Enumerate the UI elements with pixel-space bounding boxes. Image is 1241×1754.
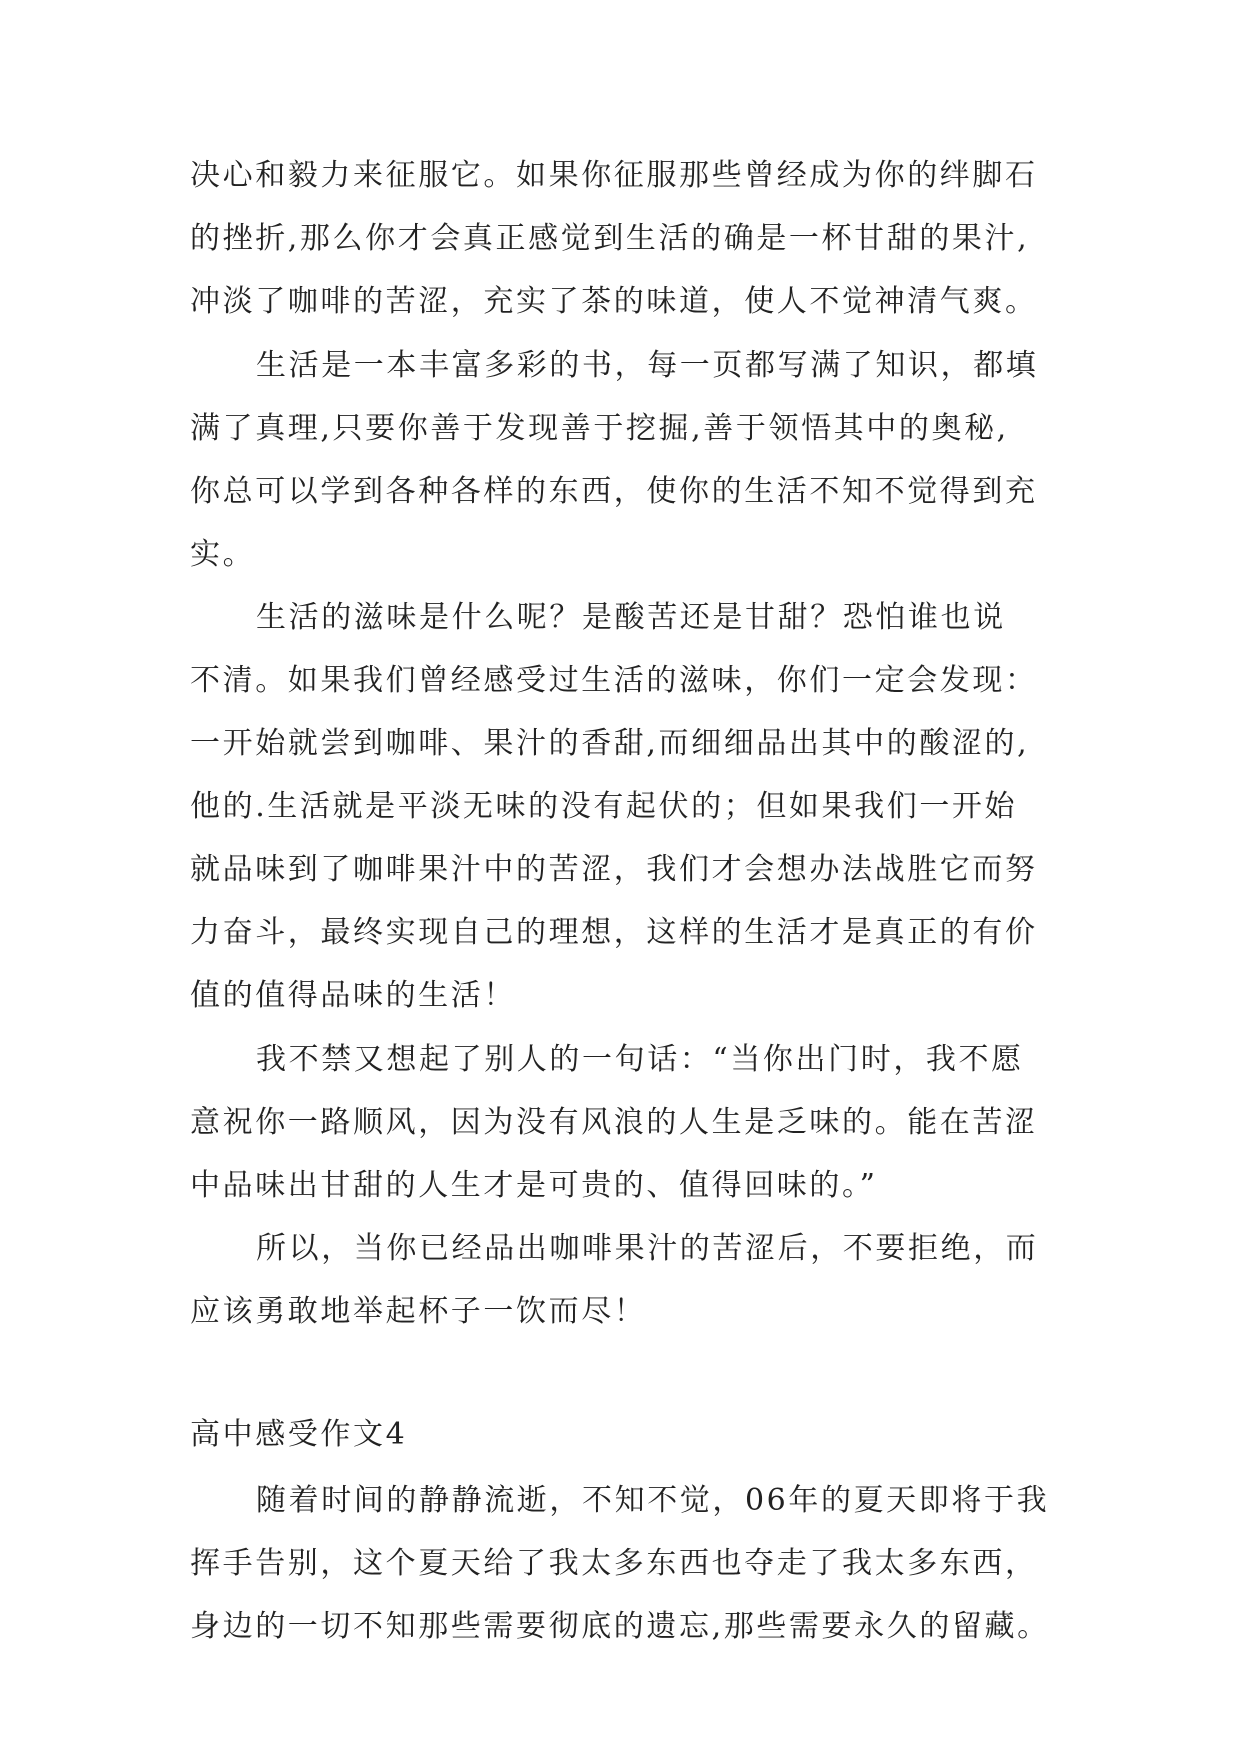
text-line: 满了真理,只要你善于发现善于挖掘,善于领悟其中的奥秘, [190,411,1009,446]
text-line: 不清。如果我们曾经感受过生活的滋味，你们一定会发现： [190,663,1038,698]
text-line: 你总可以学到各种各样的东西，使你的生活不知不觉得到充 [190,474,1038,509]
text-line: 他的.生活就是平淡无味的没有起伏的；但如果我们一开始 [190,789,1018,824]
text-line: 决心和毅力来征服它。如果你征服那些曾经成为你的绊脚石 [190,158,1038,193]
text-line: 值的值得品味的生活！ [190,978,516,1013]
paragraph-first-line: 所以，当你已经品出咖啡果汁的苦涩后，不要拒绝，而 [256,1231,1039,1266]
text-line: 力奋斗，最终实现自己的理想，这样的生活才是真正的有价 [190,915,1038,950]
text-line: 冲淡了咖啡的苦涩，充实了茶的味道，使人不觉神清气爽。 [190,284,1038,319]
paragraph-first-line: 随着时间的静静流逝，不知不觉，06年的夏天即将于我 [256,1483,1050,1518]
text-line: 挥手告别，这个夏天给了我太多东西也夺走了我太多东西， [190,1546,1038,1581]
text-line: 中品味出甘甜的人生才是可贵的、值得回味的。” [190,1168,878,1203]
section-heading: 高中感受作文4 [190,1417,408,1452]
paragraph-first-line: 生活的滋味是什么呢？是酸苦还是甘甜？恐怕谁也说 [256,600,1006,635]
text-line: 就品味到了咖啡果汁中的苦涩，我们才会想办法战胜它而努 [190,852,1038,887]
text-line: 意祝你一路顺风，因为没有风浪的人生是乏味的。能在苦涩 [190,1105,1038,1140]
text-line: 一开始就尝到咖啡、果汁的香甜,而细细品出其中的酸涩的, [190,726,1030,761]
text-line: 身边的一切不知那些需要彻底的遗忘,那些需要永久的留藏。 [190,1609,1050,1644]
text-line: 实。 [190,537,256,572]
text-line: 的挫折,那么你才会真正感觉到生活的确是一杯甘甜的果汁, [190,221,1030,256]
text-line: 应该勇敢地举起杯子一饮而尽！ [190,1294,647,1329]
paragraph-first-line: 我不禁又想起了别人的一句话：“当你出门时，我不愿 [256,1042,1024,1077]
paragraph-first-line: 生活是一本丰富多彩的书，每一页都写满了知识，都填 [256,348,1039,383]
